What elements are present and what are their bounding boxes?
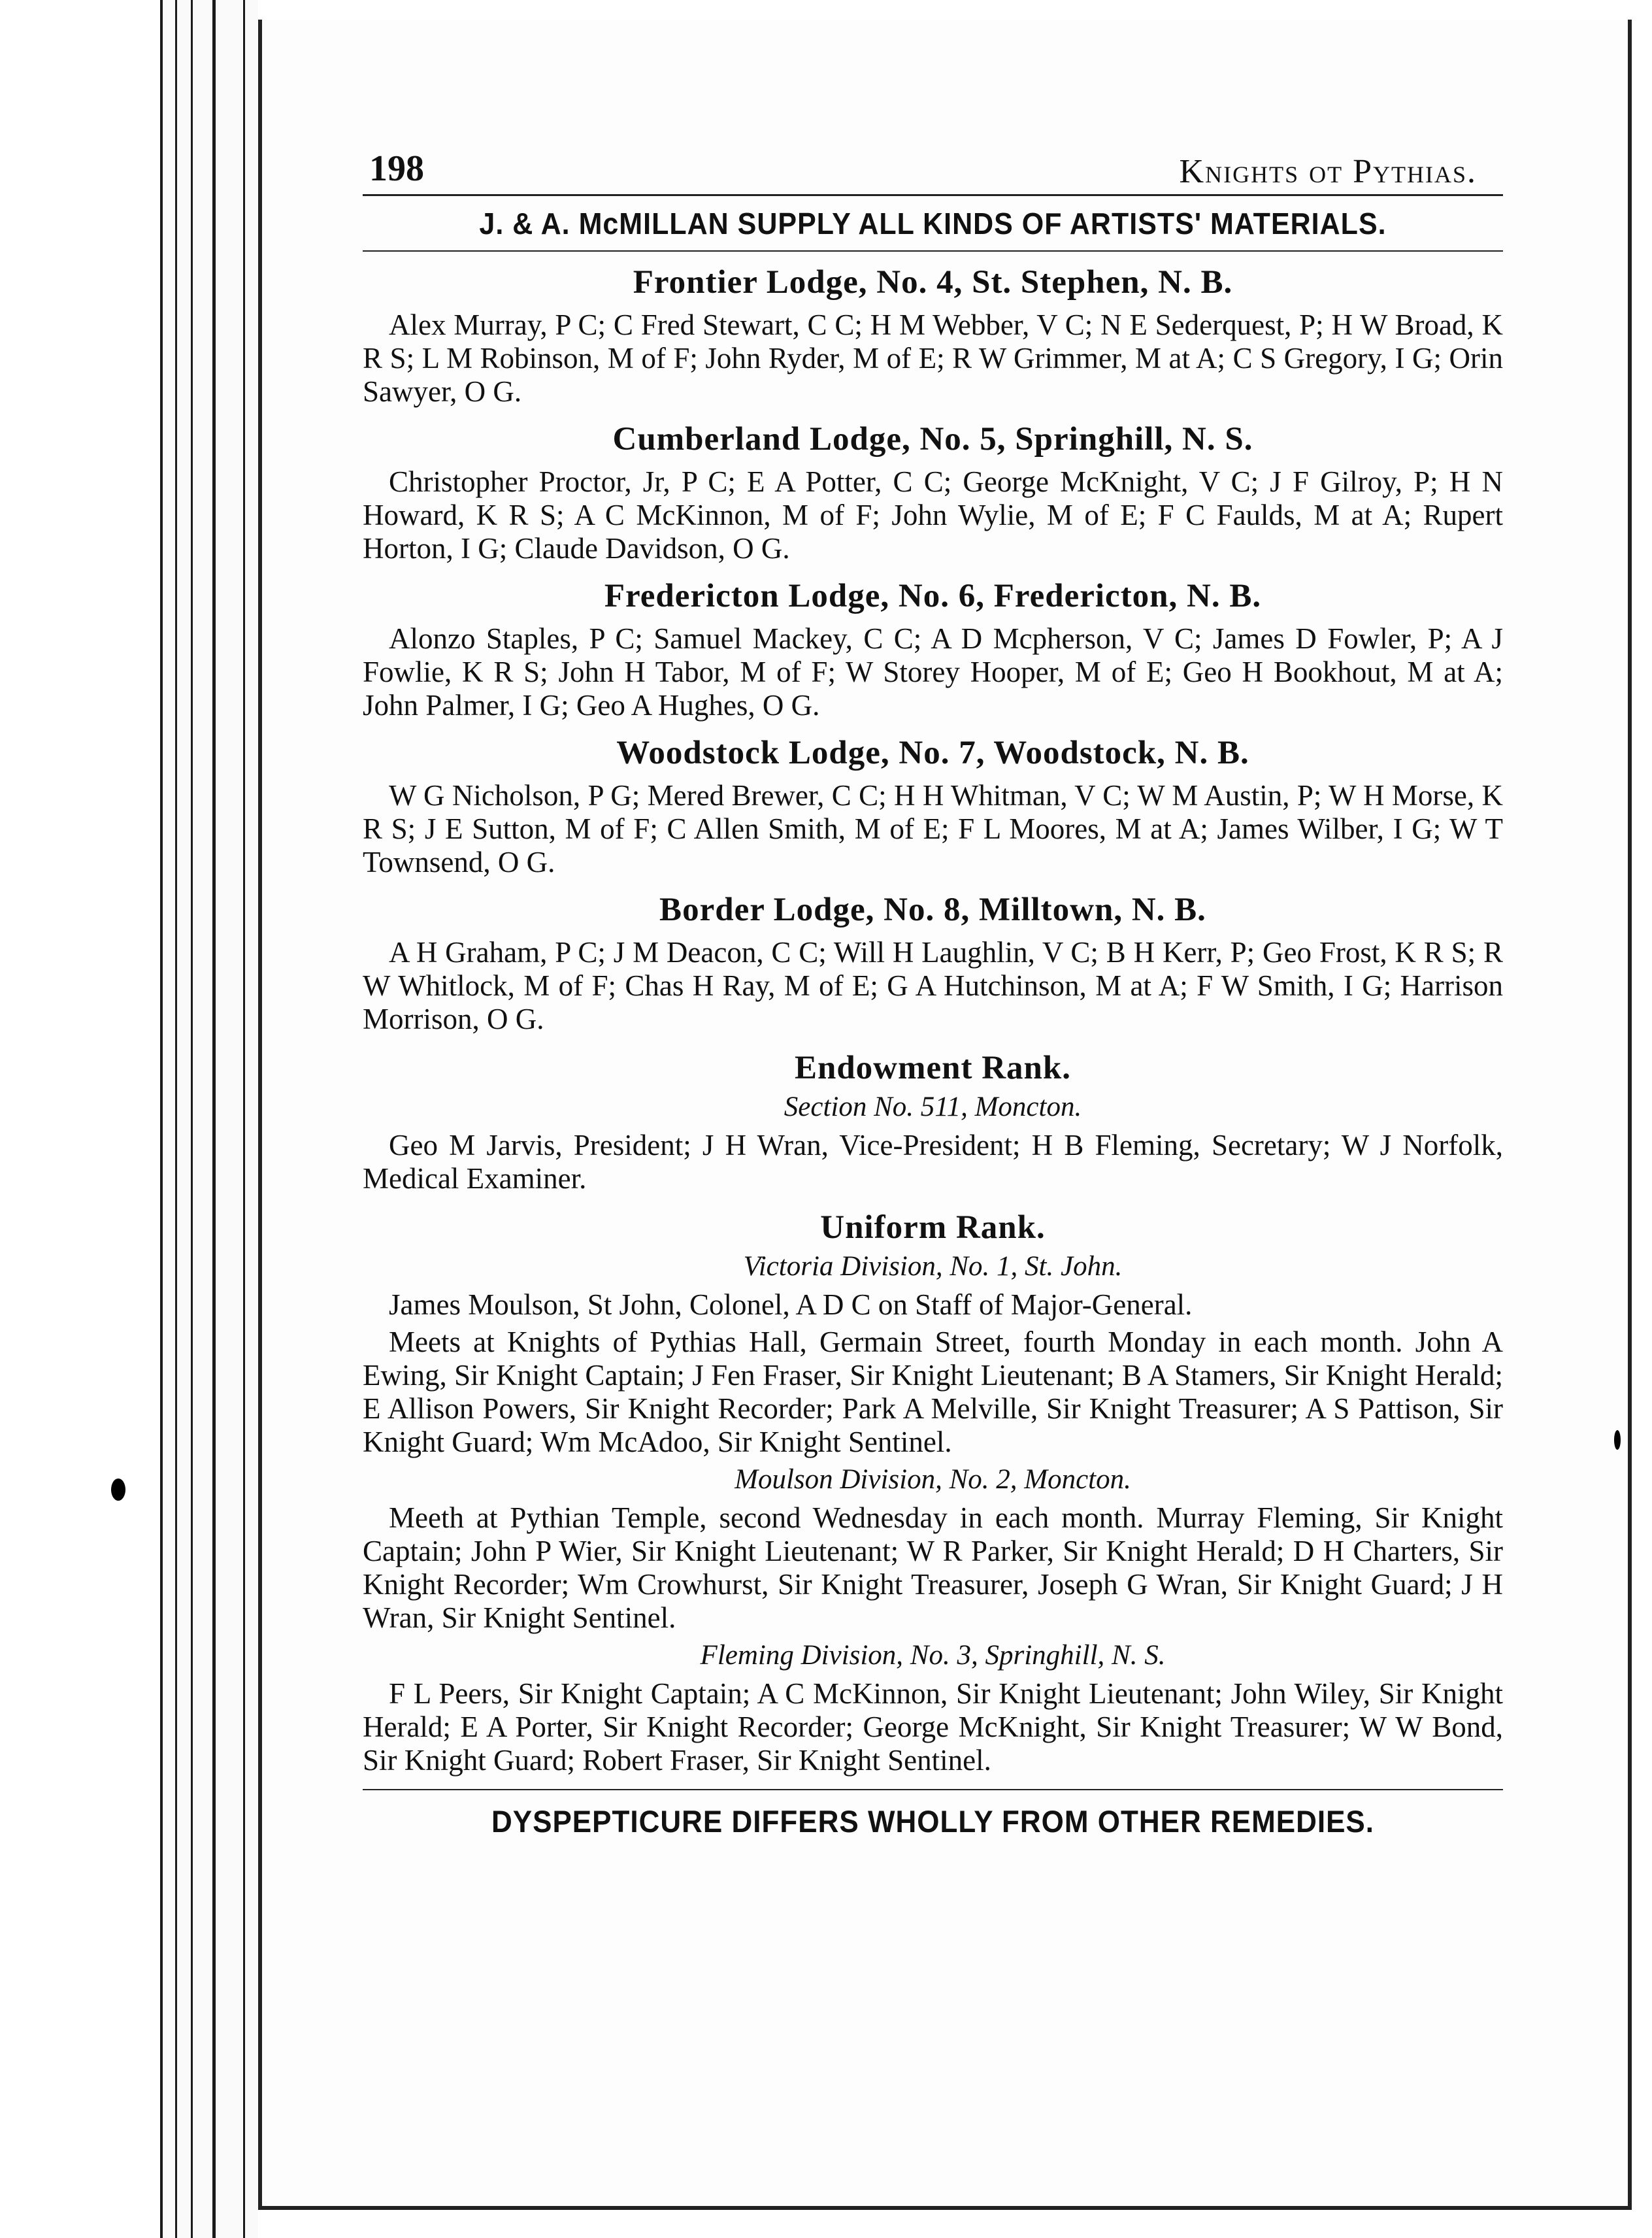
page-edge — [212, 0, 242, 2238]
division-heading: Victoria Division, No. 1, St. John. — [743, 1251, 1123, 1282]
division-text: F L Peers, Sir Knight Captain; A C McKinnon, Sir Knight Lieutenant; John Wiley, Sir Knight Herald; E A Porter, Sir Knight Recorder; George McKnight, Sir Knight Treasurer; W W Bond, Sir Knight Guard; Robert Fraser, Sir Knight Sentinel. — [363, 1677, 1503, 1777]
page-edge — [160, 0, 176, 2238]
lodge-officers: Christopher Proctor, Jr, P C; E A Potter, C C; George McKnight, V C; J F Gilroy, P; H N Howard, K R S; A C McKinnon, M of F; John Wylie, M of E; F C Faulds, M at A; Rupert Horton, I G; Claude Davidson, O G. — [363, 465, 1503, 565]
page-edge — [191, 0, 211, 2238]
division-heading: Fleming Division, No. 3, Springhill, N. S. — [700, 1640, 1166, 1671]
lodge-woodstock — [363, 737, 1503, 879]
lodge-officers: W G Nicholson, P G; Mered Brewer, C C; H H Whitman, V C; W M Austin, P; W H Morse, K R S; J E Sutton, M of F; C Allen Smith, M of E; F L Moores, M at A; James Wilber, I G; W T Townsend, O G. — [363, 779, 1503, 878]
section-subhead: Section No. 511, Moncton. — [784, 1092, 1082, 1122]
running-head: Knights ot Pythias. — [1179, 153, 1477, 190]
lodge-title: Fredericton Lodge, No. 6, Fredericton, N. B. — [604, 578, 1262, 614]
division-text: James Moulson, St John, Colonel, A D C on Staff of Major-General. — [389, 1288, 1193, 1321]
lodge-officers: Alex Murray, P C; C Fred Stewart, C C; H M Webber, V C; N E Sederquest, P; H W Broad, K R S; L M Robinson, M of F; John Ryder, M of E; R W Grimmer, M at A; C S Gregory, I G; Orin Sawyer, O G. — [363, 309, 1503, 408]
lodge-officers: A H Graham, P C; J M Deacon, C C; Will H Laughlin, V C; B H Kerr, P; Geo Frost, K R S; R W Whitlock, M of F; Chas H Ray, M of E; G A Hutchinson, M at A; F W Smith, I G; Harrison Morrison, O G. — [363, 936, 1503, 1035]
lodge-border — [363, 894, 1503, 1036]
lodge-officers: Alonzo Staples, P C; Samuel Mackey, C C; A D Mcpherson, V C; James D Fowler, P; A J Fowlie, K R S; John H Tabor, M of F; W Storey Hooper, M of E; Geo H Bookhout, M at A; John Palmer, I G; Geo A Hughes, O G. — [363, 622, 1503, 722]
section-title: Endowment Rank. — [794, 1050, 1072, 1086]
endowment-rank — [363, 1052, 1503, 1195]
lodge-title: Border Lodge, No. 8, Milltown, N. B. — [659, 892, 1206, 928]
division-text: Meets at Knights of Pythias Hall, Germain Street, fourth Monday in each month. John A Ewing, Sir Knight Captain; J Fen Fraser, Sir Knight Lieutenant; B A Stamers, Sir Knight Herald; E Allison Powers, Sir Knight Recorder; Park A Melville, Sir Knight Treasurer; A S Pattison, Sir Knight Guard; Wm McAdoo, Sir Knight Sentinel. — [363, 1326, 1503, 1458]
lodge-title: Frontier Lodge, No. 4, St. Stephen, N. B. — [633, 264, 1233, 301]
lodge-cumberland — [363, 423, 1503, 565]
page-content — [363, 147, 1503, 1838]
page-edge — [243, 0, 258, 2238]
section-text: Geo M Jarvis, President; J H Wran, Vice-President; H B Fleming, Secretary; W J Norfolk, Medical Examiner. — [363, 1129, 1503, 1195]
lodge-fredericton — [363, 580, 1503, 722]
bottom-advert-banner: DYSPEPTICURE DIFFERS WHOLLY FROM OTHER REMEDIES. — [491, 1804, 1374, 1839]
page-edge — [175, 0, 190, 2238]
ink-spot — [111, 1478, 125, 1501]
lodge-frontier — [363, 266, 1503, 409]
lodge-title: Woodstock Lodge, No. 7, Woodstock, N. B. — [616, 735, 1249, 771]
uniform-rank — [363, 1211, 1503, 1777]
division-text: Meeth at Pythian Temple, second Wednesday in each month. Murray Fleming, Sir Knight Captain; John P Wier, Sir Knight Lieutenant; W R Parker, Sir Knight Herald; D H Charters, Sir Knight Recorder; Wm Crowhurst, Sir Knight Treasurer, Joseph G Wran, Sir Knight Guard; J H Wran, Sir Knight Sentinel. — [363, 1501, 1503, 1634]
ink-spot — [1614, 1430, 1621, 1450]
page-header — [363, 147, 1503, 194]
section-title: Uniform Rank. — [820, 1209, 1046, 1246]
division-heading: Moulson Division, No. 2, Moncton. — [735, 1464, 1131, 1495]
lodge-title: Cumberland Lodge, No. 5, Springhill, N. S. — [612, 421, 1253, 458]
page-number: 198 — [369, 148, 424, 189]
top-advert-banner: J. & A. McMILLAN SUPPLY ALL KINDS OF ARTISTS' MATERIALS. — [479, 207, 1387, 242]
